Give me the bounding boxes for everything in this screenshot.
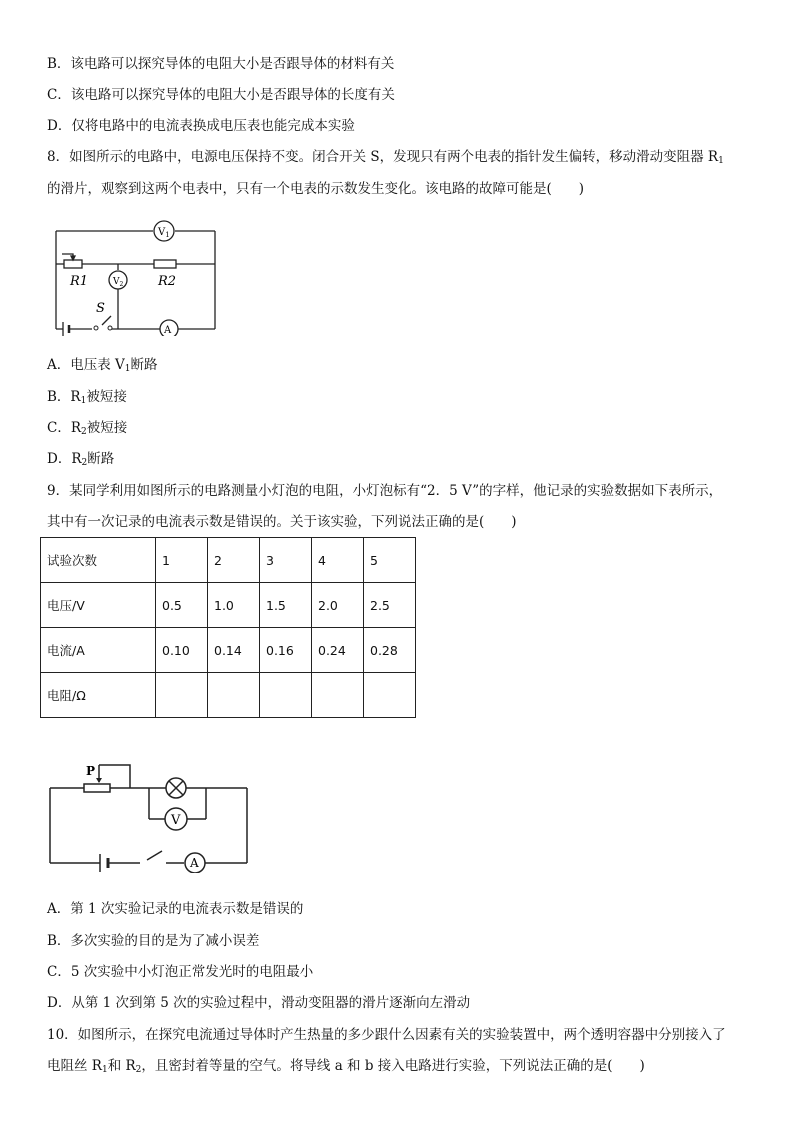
table-row [41, 538, 416, 583]
table-cell: 2.5 [364, 583, 416, 628]
table-cell [156, 673, 208, 718]
q9-voltmeter-label: V [171, 813, 181, 828]
table-cell: 0.16 [260, 628, 312, 673]
q9-rheostat [84, 784, 110, 792]
q8-option-d: D．$R_2$断路 [47, 451, 115, 468]
q10-stem-line1: 10．如图所示，在探究电流通过导体时产生热量的多少跟什么因素有关的实验装置中，两个透明容器中分别接入了 [47, 1027, 726, 1043]
q9-circuit-diagram [44, 755, 254, 873]
table-cell: 1.5 [260, 583, 312, 628]
q8-r1-label: R1 [70, 274, 89, 289]
q8-r2-label: R2 [158, 274, 177, 289]
table-row [41, 673, 416, 718]
table-cell [312, 673, 364, 718]
table-cell: 0.24 [312, 628, 364, 673]
table-cell: 5 [364, 538, 416, 583]
q9-stem-line2: 其中有一次记录的电流表示数是错误的。关于该实验，下列说法正确的是( ) [47, 514, 517, 530]
table-row [41, 628, 416, 673]
table-cell [260, 673, 312, 718]
q8-ammeter-label: A [164, 325, 172, 336]
table-cell: 0.14 [208, 628, 260, 673]
table-row [41, 583, 416, 628]
table-cell: 0.28 [364, 628, 416, 673]
table-cell: 电阻/Ω [41, 673, 156, 718]
q8-v2-label: $V_2$ [113, 277, 124, 288]
table-cell: 2 [208, 538, 260, 583]
q9-option-c: C．5 次实验中小灯泡正常发光时的电阻最小 [47, 964, 314, 980]
table-cell: 试验次数 [41, 538, 156, 583]
table-cell: 2.0 [312, 583, 364, 628]
q9-ammeter-label: A [190, 856, 199, 870]
table-cell: 3 [260, 538, 312, 583]
table-cell: 1 [156, 538, 208, 583]
q9-switch [147, 851, 162, 860]
q9-stem-line1: 9．某同学利用如图所示的电路测量小灯泡的电阻，小灯泡标有“2．5 V”的字样，他记录的实验数据如下表所示， [47, 483, 723, 499]
q8-switch-label: S [96, 301, 105, 316]
q7-option-d: D．仅将电路中的电流表换成电压表也能完成本实验 [47, 118, 355, 134]
q8-switch-s [102, 316, 111, 325]
q8-stem-line2: 的滑片，观察到这两个电表中，只有一个电表的示数发生变化。该电路的故障可能是( ) [47, 181, 585, 197]
q7-option-b: B．该电路可以探究导体的电阻大小是否跟导体的材料有关 [47, 56, 395, 72]
table-cell: 电流/A [41, 628, 156, 673]
table-cell: 0.5 [156, 583, 208, 628]
table-cell: 4 [312, 538, 364, 583]
q8-option-a: A．电压表 $V_1$断路 [47, 357, 158, 374]
table-cell: 1.0 [208, 583, 260, 628]
q9-slider-label: P [86, 764, 96, 778]
q10-stem-line2: 电阻丝 $R_1$和 $R_2$，且密封着等量的空气。将导线 a 和 b 接入电路进行实验，下列说法正确的是( ) [47, 1058, 645, 1075]
q8-option-b: B．$R_1$被短接 [47, 389, 127, 406]
table-cell [208, 673, 260, 718]
q8-circuit-diagram [50, 218, 220, 336]
q8-stem-line1: 8．如图所示的电路中，电源电压保持不变。闭合开关 S，发现只有两个电表的指针发生偏转，移动滑动变阻器 $R_1$ [47, 149, 724, 166]
q9-option-d: D．从第 1 次到第 5 次的实验过程中，滑动变阻器的滑片逐渐向左滑动 [47, 995, 471, 1011]
table-cell [364, 673, 416, 718]
table-cell: 0.10 [156, 628, 208, 673]
q9-option-b: B．多次实验的目的是为了减小误差 [47, 933, 260, 949]
q8-v1-label: $V_1$ [158, 227, 170, 239]
q8-resistor-r2 [154, 260, 176, 268]
table-cell: 电压/V [41, 583, 156, 628]
q7-option-c: C．该电路可以探究导体的电阻大小是否跟导体的长度有关 [47, 87, 395, 103]
q9-data-table [40, 537, 416, 718]
q9-option-a: A．第 1 次实验记录的电流表示数是错误的 [47, 901, 304, 917]
q8-option-c: C．$R_2$被短接 [47, 420, 128, 437]
